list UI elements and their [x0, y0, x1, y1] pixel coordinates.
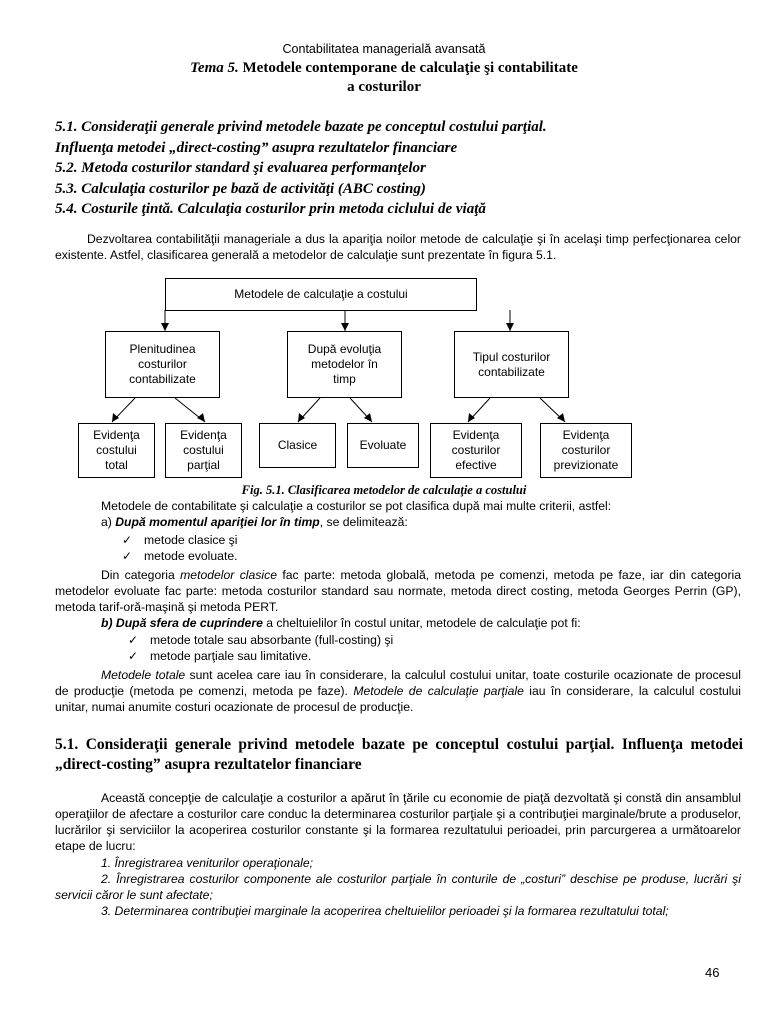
criteria-intro: Metodele de contabilitate şi calculaţie a costurilor se pot clasifica după mai multe criterii, astfel:	[101, 499, 612, 513]
diagram-leaf-costuri-efective	[430, 423, 522, 478]
intro-paragraph: Dezvoltarea contabilităţii manageriale a dus la apariţia noilor metode de calculaţie şi în acelaşi timp perfecţionarea celor existente. Astfel, clasificarea generală a metodelor de calculaţie sunt prezentate în figura 5.1.	[55, 232, 741, 262]
figure-caption: Fig. 5.1. Clasificarea metodelor de calculaţie a costului	[241, 483, 527, 497]
totals-text: sunt acelea care iau în considerare, la calculul costului unitar, toate costurile ocazionate de procesul de producţie (metoda pe comenzi, metoda pe faze).	[55, 668, 741, 698]
toc-item: Influenţa metodei „direct-costing” asupra rezultatelor financiare	[55, 139, 458, 156]
step-item: 3. Determinarea contribuţiei marginale la acoperirea cheltuielilor perioadei şi la formarea rezultatului total;	[101, 904, 669, 918]
checkmark-icon: ✓	[122, 549, 133, 563]
section-paragraph: Această concepţie de calculaţie a costurilor a apărut în ţările cu economie de piaţă dezvoltată şi constă din ansamblul operaţiilor de afectare a costurilor care conduc la determinarea costurilor parţiale şi a contribuţiei marginale/brute a produselor, lucrărilor şi serviciilor la acoperirea costurilor constante şi la formarea rezultatului perioadei, prin parcurgerea a următoarelor etape de lucru:	[55, 791, 741, 853]
diagram-leaf-evoluate	[347, 423, 419, 468]
checkmark-icon: ✓	[128, 633, 139, 647]
criterion-a	[101, 514, 741, 530]
totals-italic: Metodele totale	[101, 668, 186, 682]
totals-paragraph	[55, 667, 741, 715]
list-item	[128, 648, 728, 664]
diagram-leaf-cost-partial	[165, 423, 242, 478]
diagram-leaf-label: Evidenţa costurilor previzionate	[553, 428, 619, 472]
diagram-node-evolutie	[287, 331, 402, 398]
diagram-leaf-label: Clasice	[277, 438, 318, 452]
list-item-text: metode totale sau absorbante (full-costing) şi	[150, 633, 394, 647]
classic-text-1: Din categoria	[101, 568, 181, 582]
list-item	[122, 532, 722, 548]
toc-item: 5.2. Metoda costurilor standard şi evaluarea performanţelor	[55, 160, 426, 176]
diagram-connectors	[0, 0, 768, 490]
diagram-leaf-cost-total	[78, 423, 155, 478]
diagram-node-tip-costuri	[454, 331, 569, 398]
diagram-node-label: După evoluţia metodelor în timp	[307, 342, 382, 386]
diagram-leaf-clasice	[259, 423, 336, 468]
diagram-node-label: Plenitudinea costurilor contabilizate	[129, 342, 196, 386]
classic-methods-paragraph	[55, 567, 741, 615]
partial-italic: Metodele de calculaţie parţiale	[353, 684, 524, 698]
partial-text: iau în considerare, la calculul costului unitar, numai anumite costuri ocazionate de procesul de producţie.	[55, 684, 741, 714]
chapter-title-line2: a costurilor	[347, 79, 421, 95]
step-item: 1. Înregistrarea veniturilor operaţionale;	[101, 856, 314, 870]
criterion-a-title: După momentul apariţiei lor în timp	[115, 515, 320, 529]
chapter-label: Tema 5.	[190, 60, 239, 76]
page-number: 46	[705, 965, 720, 980]
list-a	[122, 532, 722, 564]
running-title: Contabilitatea managerială avansată	[282, 42, 486, 56]
diagram-leaf-label: Evoluate	[359, 438, 407, 452]
chapter-title-line1: Metodele contemporane de calculaţie şi contabilitate	[238, 60, 578, 76]
checkmark-icon: ✓	[128, 649, 139, 663]
diagram-leaf-label: Evidenţa costului total	[93, 428, 140, 472]
classic-text-2: fac parte: metoda globală, metoda pe comenzi, metoda pe faze, iar din categoria metodelor evoluate fac parte: metoda costurilor standard sau normate, metoda direct costing, metoda Georges Perrin (GP), metoda tarif-oră-maşină şi metoda PERT.	[55, 568, 741, 614]
toc-item: 5.3. Calculaţia costurilor pe bază de activităţi (ABC costing)	[55, 180, 426, 197]
list-item-text: metode evoluate.	[144, 549, 238, 563]
diagram-leaf-costuri-previzionate	[540, 423, 632, 478]
steps-list	[55, 855, 741, 919]
section-heading: 5.1. Consideraţii generale privind metodele bazate pe conceptul costului parţial. Influenţa metodei „direct-costing” asupra rezultatelor financiare	[55, 736, 743, 773]
toc-item: 5.4. Costurile ţintă. Calculaţia costurilor prin metoda ciclului de viaţă	[55, 201, 486, 217]
criterion-b	[101, 615, 741, 631]
list-b	[128, 632, 728, 664]
toc-item: 5.1. Consideraţii generale privind metodele bazate pe conceptul costului parţial.	[55, 119, 547, 135]
criterion-a-suffix: , se delimitează:	[319, 515, 408, 529]
diagram-root-box	[165, 278, 477, 311]
list-item-text: metode parţiale sau limitative.	[150, 649, 312, 663]
diagram-root-label: Metodele de calculaţie a costului	[234, 287, 408, 301]
step-item: 2. Înregistrarea costurilor componente ale costurilor parţiale în conturile de „costuri” deschise pe produse, lucrări şi servicii căror le sunt afectate;	[55, 872, 741, 902]
diagram-leaf-label: Evidenţa costurilor efective	[451, 428, 501, 472]
list-item	[122, 548, 722, 564]
criterion-a-prefix: a)	[101, 515, 116, 529]
classic-text-italic: metodelor clasice	[180, 568, 277, 582]
list-item-text: metode clasice şi	[144, 533, 238, 547]
diagram-node-label: Tipul costurilor contabilizate	[472, 349, 551, 379]
diagram-node-plenitudine	[105, 331, 220, 398]
diagram-leaf-label: Evidenţa costului parţial	[180, 428, 227, 472]
checkmark-icon: ✓	[122, 533, 133, 547]
list-item	[128, 632, 728, 648]
criterion-b-title: b) După sfera de cuprindere	[101, 616, 263, 630]
criterion-b-suffix: a cheltuielilor în costul unitar, metodele de calculaţie pot fi:	[262, 616, 581, 630]
